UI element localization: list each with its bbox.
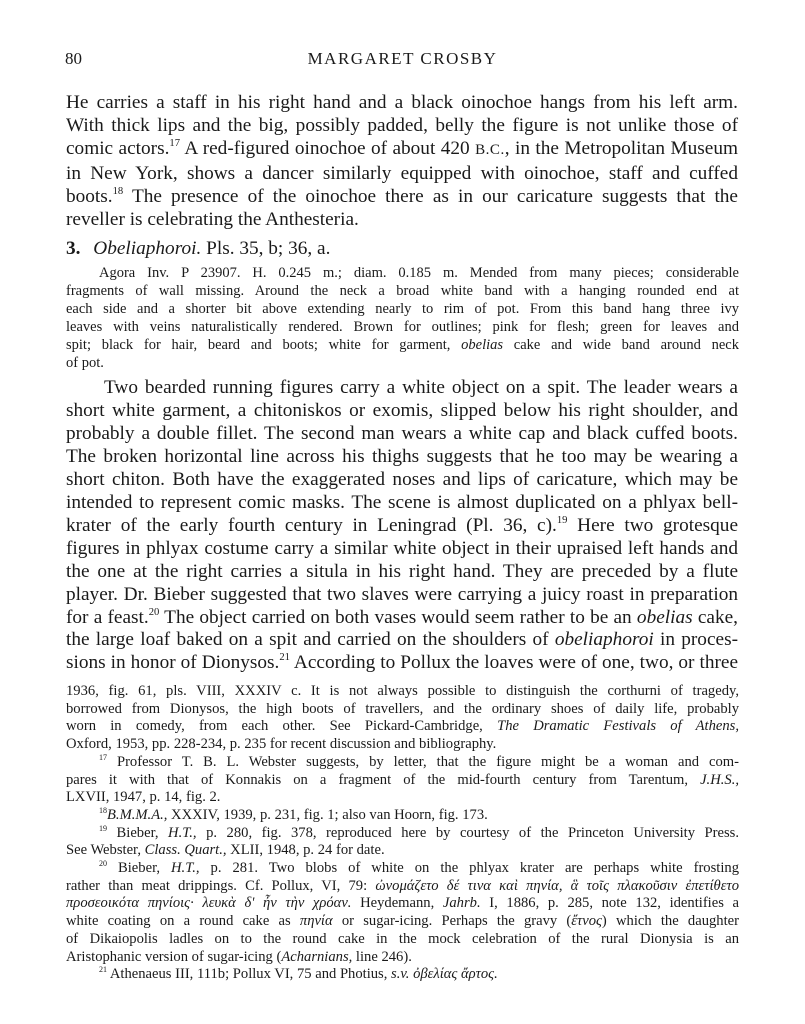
- p1-line: reveller is celebrating the Anthesteria.: [66, 209, 359, 231]
- catalog-line: Agora Inv. P 23907. H. 0.245 m.; diam. 0.185 m. Mended from many pieces; considerable: [99, 265, 739, 281]
- footnote-20-line: Aristophanic version of sugar-icing (Acharnians, line 246).: [66, 948, 412, 965]
- p1-line: in New York, shows a dancer similarly equipped with oinochoe, staff and cuffed: [66, 163, 738, 185]
- footnote-20: $^{20}$ Bieber, H.T., p. 281. Two blobs of white on the phlyax krater are perhaps white frosting: [99, 859, 739, 877]
- footnote-20-line: προσεοικότα πηνίοις· λευκὰ δ' ἦν τὴν χρόαν. Heydemann, Jahrb. I, 1886, p. 285, note 132, identifies a: [66, 895, 740, 912]
- p2-line: sions in honor of Dionysos.$^{21}$ According to Pollux the loaves were of one, two, or three: [66, 652, 739, 674]
- paragraph-1: [66, 91, 738, 232]
- footnote-19-line: See Webster, Class. Quart., XLII, 1948, p. 24 for date.: [66, 842, 385, 859]
- footnote-17: $^{17}$ Professor T. B. L. Webster suggests, by letter, that the figure might be a woman and com-: [99, 752, 739, 770]
- catalog-line: fragments of wall missing. Around the neck a broad white band with a hanging rounded end at: [66, 282, 739, 299]
- page-number: 80: [65, 49, 82, 68]
- p1-line: boots.$^{18}$ The presence of the oinochoe there as in our caricature suggests that the: [66, 186, 738, 208]
- footnote-continuation-line: borrowed from Dionysos, the high boots of travellers, and the ordinary shoes of daily life, probably: [66, 700, 739, 717]
- section-plates: Pls. 35, b; 36, a.: [206, 238, 331, 259]
- catalog-line: each side and a shorter bit above extending nearly to rim of pot. From this band hang three ivy: [66, 300, 739, 317]
- footnotes: [66, 683, 739, 984]
- catalog-line: leaves with veins naturalistically rendered. Brown for outlines; pink for flesh; green for leaves and: [66, 318, 739, 335]
- footnote-ref-20[interactable]: 20: [148, 606, 160, 618]
- p2-line: figures in phlyax costume carry a similar white object in their upraised left hands and: [66, 537, 738, 559]
- footnote-18: $^{18}$B.M.M.A., XXXIV, 1939, p. 231, fig. 1; also van Hoorn, fig. 173.: [99, 805, 488, 823]
- section-number: 3.: [66, 238, 81, 259]
- p2-line: intended to represent comic masks. The scene is almost duplicated on a phlyax bell-: [66, 491, 738, 513]
- paragraph-2: [66, 377, 738, 675]
- footnote-17-line: pares it with that of Konnakis on a fragment of the mid-fourth century from Tarentum, J.H.S.,: [66, 771, 739, 788]
- p2-line: the one at the right carries a situla in his right hand. They are preceded by a flute: [66, 560, 738, 582]
- p1-line: He carries a staff in his right hand and a black oinochoe hangs from his left arm.: [66, 92, 738, 113]
- catalog-entry: [66, 265, 739, 372]
- footnote-continuation-line: 1936, fig. 61, pls. VIII, XXXIV c. It is not always possible to distinguish the corthurni of tragedy,: [66, 683, 739, 699]
- footnote-ref-19[interactable]: 19: [556, 514, 568, 526]
- footnote-17-line: LXVII, 1947, p. 14, fig. 2.: [66, 789, 221, 806]
- p2-line: player. Dr. Bieber suggested that two slaves were carrying a juicy roast in preparation: [66, 583, 738, 605]
- p2-line: krater of the early fourth century in Leningrad (Pl. 36, c).$^{19}$ Here two grotesque: [66, 514, 738, 536]
- footnote-19: $^{19}$ Bieber, H.T., p. 280, fig. 378, reproduced here by courtesy of the Princeton University Press.: [99, 823, 739, 841]
- footnote-20-line: of Dikaiopolis ladles on to the round cake in the mock celebration of the rural Dionysia is an: [66, 930, 739, 947]
- p2-line: the large loaf baked on a spit and carried on the shoulders of obeliaphoroi in proces-: [66, 629, 738, 651]
- footnote-ref-18[interactable]: 18: [112, 186, 124, 198]
- footnote-20-line: white coating on a round cake as πηνία or sugar-icing. Perhaps the gravy (ἔτνος) which the daughter: [66, 913, 739, 930]
- p2-line: probably a double fillet. The second man wears a white cap and black cuffed boots.: [66, 422, 738, 444]
- footnote-continuation-line: Oxford, 1953, pp. 228-234, p. 235 for recent discussion and bibliography.: [66, 736, 497, 753]
- running-head: MARGARET CROSBY: [307, 49, 498, 68]
- footnote-20-line: rather than meat drippings. Cf. Pollux, VI, 79: ὠνομάζετο δέ τινα καὶ πηνία, ἃ τοῖς πλακοῦσιν ἐπετίθετο: [66, 877, 739, 894]
- p2-line: for a feast.$^{20}$ The object carried on both vases would seem rather to be an obelias cake,: [66, 606, 738, 628]
- p2-line: The broken horizontal line across his thighs suggests that he too may be wearing a: [66, 445, 738, 467]
- p2-line: Two bearded running figures carry a white object on a spit. The leader wears a: [104, 377, 738, 398]
- footnote-ref-17[interactable]: 17: [169, 138, 181, 150]
- p1-line: With thick lips and the big, possibly padded, belly the figure is not unlike those of: [66, 115, 738, 137]
- footnote-continuation-line: worn in comedy, from each other. See Pickard-Cambridge, The Dramatic Festivals of Athens,: [66, 718, 739, 735]
- section-heading: [66, 238, 330, 260]
- footnote-ref-21[interactable]: 21: [279, 652, 290, 664]
- p2-line: short chiton. Both have the exaggerated noses and lips of caricature, which may be: [66, 468, 738, 490]
- p2-line: short white garment, a chitoniskos or exomis, slipped below his right shoulder, and: [66, 399, 738, 421]
- p1-line: comic actors.$^{17}$ A red-figured oinochoe of about 420 B.C., in the Metropolitan Museum: [66, 138, 738, 160]
- catalog-line: spit; black for hair, beard and boots; white for garment, obelias cake and wide band around neck: [66, 336, 739, 353]
- footnote-21: $^{21}$ Athenaeus III, 111b; Pollux VI, 75 and Photius, s.v. ὀβελίας ἄρτος.: [99, 965, 498, 983]
- catalog-line: of pot.: [66, 354, 104, 371]
- section-title: Obeliaphoroi.: [93, 238, 202, 259]
